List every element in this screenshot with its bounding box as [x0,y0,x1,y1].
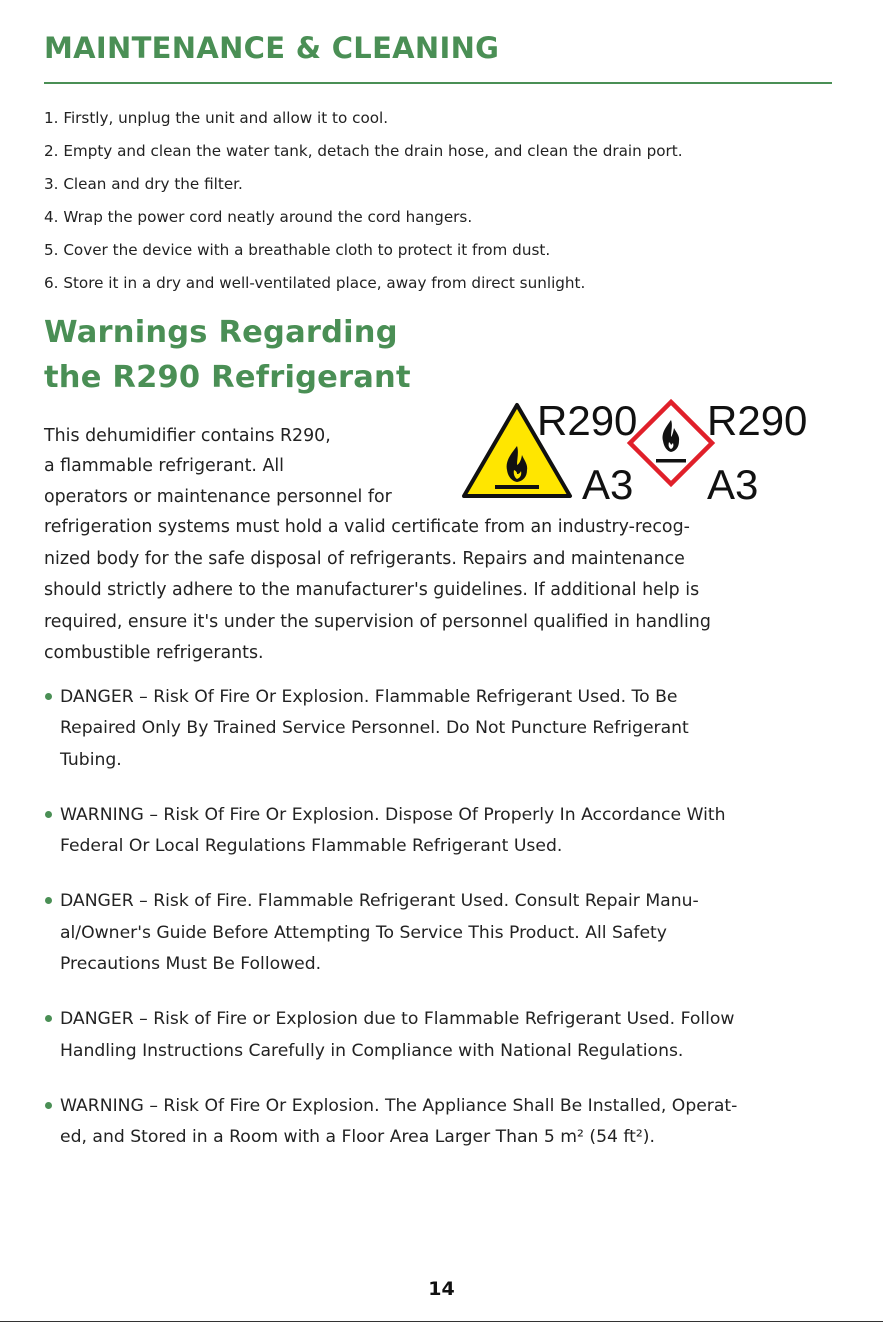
bullet-line: Repaired Only By Trained Service Personnel. Do Not Puncture Refrigerant [60,718,689,739]
bullet-line: ed, and Stored in a Room with a Floor Area Larger Than 5 m² (54 ft²). [60,1127,655,1148]
intro-line: a flammable refrigerant. All [44,456,285,476]
maintenance-steps-list [44,107,683,305]
intro-line: combustible refrigerants. [44,643,264,663]
bullet-line: WARNING – Risk Of Fire Or Explosion. The Appliance Shall Be Installed, Operat- [60,1095,738,1116]
bullet-line: Federal Or Local Regulations Flammable Refrigerant Used. [60,836,563,857]
maintenance-step: 5. Cover the device with a breathable cloth to protect it from dust. [44,241,551,259]
right-safety-class: A3 [707,461,759,508]
bullet-dot-icon [45,693,52,700]
intro-line: should strictly adhere to the manufacturer's guidelines. If additional help is [44,580,700,600]
bullet-line: Handling Instructions Carefully in Compliance with National Regulations. [60,1040,684,1061]
bullet-line: WARNING – Risk Of Fire Or Explosion. Dispose Of Properly In Accordance With [60,804,726,825]
bullet-dot-icon [45,1102,52,1109]
bullet-line: DANGER – Risk of Fire. Flammable Refrigerant Used. Consult Repair Manu- [60,891,699,912]
warnings-heading [44,310,411,400]
page-number: 14 [428,1278,455,1300]
warning-bullet [44,800,844,863]
ghs-flammable-diamond-icon [630,402,712,484]
warning-bullet [44,1091,844,1154]
bullet-dot-icon [45,811,52,818]
warnings-heading-line: Warnings Regarding [44,315,398,350]
bullet-line: Precautions Must Be Followed. [60,954,322,975]
bullet-line: Tubing. [60,749,122,770]
page-title: MAINTENANCE & CLEANING [44,31,500,65]
warning-bullet [44,1004,844,1067]
intro-line: required, ensure it's under the supervision of personnel qualified in handling [44,612,711,632]
left-safety-class: A3 [582,461,634,508]
bullet-line: DANGER – Risk Of Fire Or Explosion. Flammable Refrigerant Used. To Be [60,687,678,707]
left-refrigerant-code: R290 [537,398,638,444]
warning-bullet [44,886,844,980]
maintenance-step: 6. Store it in a dry and well-ventilated place, away from direct sunlight. [44,274,586,292]
maintenance-step: 1. Firstly, unplug the unit and allow it to cool. [44,109,389,127]
right-refrigerant-code: R290 [707,398,808,444]
intro-line: nized body for the safe disposal of refrigerants. Repairs and maintenance [44,549,685,569]
warnings-heading-line: the R290 Refrigerant [44,360,411,395]
warning-bullets [44,682,844,1154]
bottom-divider [0,1321,883,1322]
r290-hazard-labels [462,398,812,508]
intro-line: This dehumidifier contains R290, [44,426,331,446]
maintenance-step: 3. Clean and dry the filter. [44,175,243,193]
bullet-dot-icon [45,1015,52,1022]
bullet-line: al/Owner's Guide Before Attempting To Service This Product. All Safety [60,922,667,943]
maintenance-step: 2. Empty and clean the water tank, detach the drain hose, and clean the drain port. [44,142,683,160]
maintenance-step: 4. Wrap the power cord neatly around the cord hangers. [44,208,473,226]
title-divider [44,82,832,84]
bullet-dot-icon [45,897,52,904]
intro-line: operators or maintenance personnel for [44,487,392,507]
intro-line: refrigeration systems must hold a valid certificate from an industry-recog- [44,517,690,537]
bullet-line: DANGER – Risk of Fire or Explosion due to Flammable Refrigerant Used. Follow [60,1009,735,1030]
warning-bullet [44,682,844,776]
